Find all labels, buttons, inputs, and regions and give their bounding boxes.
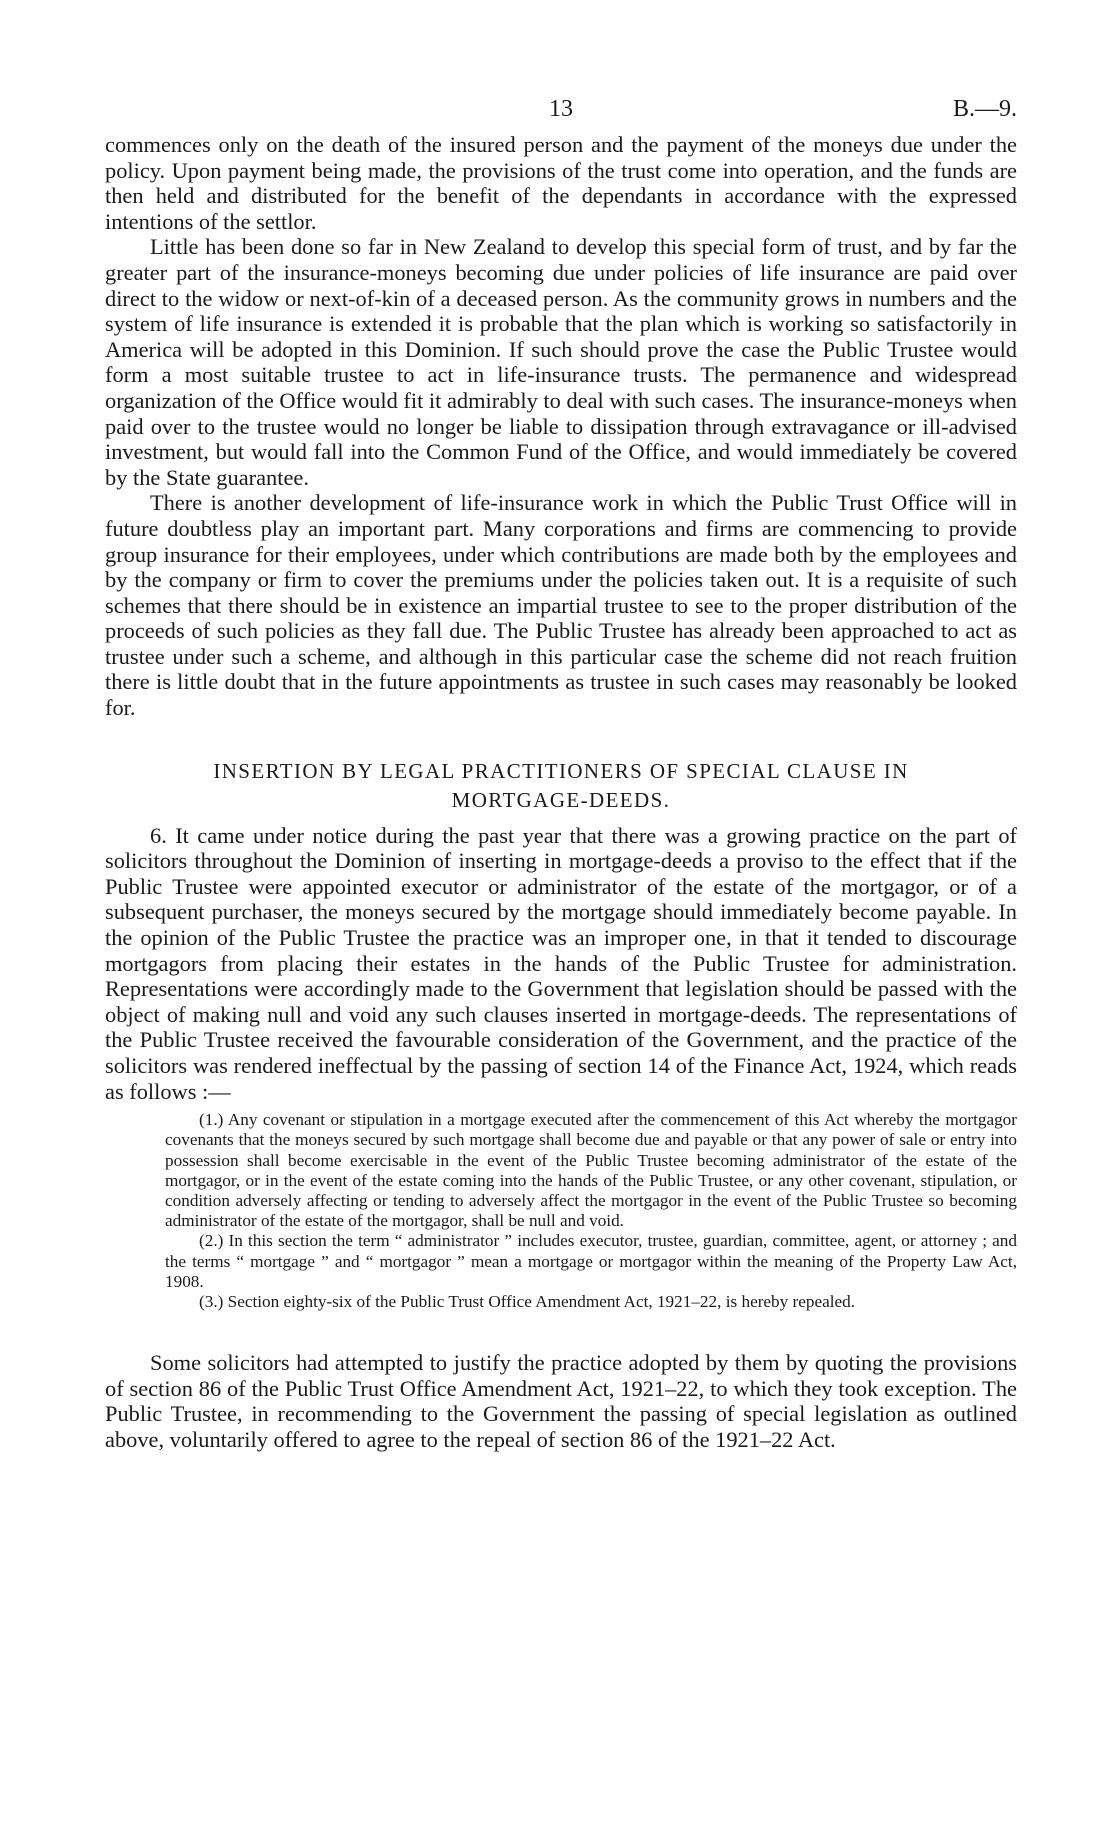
statute-clause-2: (2.) In this section the term “ administrator ” includes executor, trustee, guardian, committee, agent, or attorney ; and the terms “ mortgage ” and “ mortgagor ” mean a mortgage or mortgagor within the meaning of the Property Law Act, 1908. [165,1231,1017,1291]
page-header [105,96,1017,132]
paragraph-section-6: 6. It came under notice during the past year that there was a growing practice on the part of solicitors throughout the Dominion of inserting in mortgage-deeds a proviso to the effect that if the Public Trustee were appointed executor or administrator of the estate of the mortgagor, or of a subsequent purchaser, the moneys secured by the mortgage should immediately become payable. In the opinion of the Public Trustee the practice was an improper one, in that it tended to discourage mortgagors from placing their estates in the hands of the Public Trustee for administration. Representations were accordingly made to the Government that legislation should be passed with the object of making null and void any such clauses inserted in mortgage-deeds. The representations of the Public Trustee received the favourable consideration of the Government, and the practice of the solicitors was rendered ineffectual by the passing of section 14 of the Finance Act, 1924, which reads as follows :— [105,822,1017,1104]
statute-clause-3: (3.) Section eighty-six of the Public Trust Office Amendment Act, 1921–22, is hereby repealed. [199,1292,856,1312]
section-heading [105,757,1017,815]
paragraph-group-insurance: There is another development of life-insurance work in which the Public Trust Office will in future doubtless play an important part. Many corporations and firms are commencing to provide group insurance for their employees, under which contributions are made both by the employees and by the company or firm to cover the premiums under the policies taken out. It is a requisite of such schemes that there should be in existence an impartial trustee to see to the proper distribution of the proceeds of such policies as they fall due. The Public Trustee has already been approached to act as trustee under such a scheme, and although in this particular case the scheme did not reach fruition there is little doubt that in the future appointments as trustee in such cases may reasonably be looked for. [105,490,1017,721]
paragraph-life-insurance-trusts: Little has been done so far in New Zealand to develop this special form of trust, and by far the greater part of the insurance-moneys becoming due under policies of life insurance are paid over direct to the widow or next-of-kin of a deceased person. As the community grows in numbers and the system of life insurance is extended it is probable that the plan which is working so satisfactorily in America will be adopted in this Dominion. If such should prove the case the Public Trustee would form a most suitable trustee to act in life-insurance trusts. The permanence and widespread organization of the Office would fit it admirably to deal with such cases. The insurance-moneys when paid over to the trustee would no longer be liable to dissipation through extravagance or ill-advised investment, but would fall into the Common Fund of the Office, and would immediately be covered by the State guarantee. [105,234,1017,490]
page-number: 13 [549,96,573,122]
document-reference: B.—9. [952,96,1017,122]
section-heading-line1: INSERTION BY LEGAL PRACTITIONERS OF SPECIAL CLAUSE IN [213,758,909,783]
document-page [105,96,1017,1453]
paragraph-continuation: commences only on the death of the insured person and the payment of the moneys due under the policy. Upon payment being made, the provisions of the trust come into operation, and the funds are then held and distributed for the benefit of the dependants in accordance with the expressed intentions of the settlor. [105,132,1017,234]
statute-quote [165,1110,1017,1312]
statute-clause-1: (1.) Any covenant or stipulation in a mortgage executed after the commencement of this Act whereby the mortgagor covenants that the moneys secured by such mortgage shall become due and payable or that any power of sale or entry into possession shall become exercisable in the event of the Public Trustee becoming administrator of the estate of the mortgagor, or in the event of the estate coming into the hands of the Public Trustee, or any other covenant, stipulation, or condition adversely affecting or tending to adversely affect the mortgagor in the event of the Public Trustee so becoming administrator of the estate of the mortgagor, shall be null and void. [165,1110,1017,1231]
section-heading-line2: MORTGAGE-DEEDS. [451,787,671,812]
paragraph-closing: Some solicitors had attempted to justify the practice adopted by them by quoting the provisions of section 86 of the Public Trust Office Amendment Act, 1921–22, to which they took exception. The Public Trustee, in recommending to the Government the passing of special legislation as outlined above, voluntarily offered to agree to the repeal of section 86 of the 1921–22 Act. [105,1350,1017,1452]
